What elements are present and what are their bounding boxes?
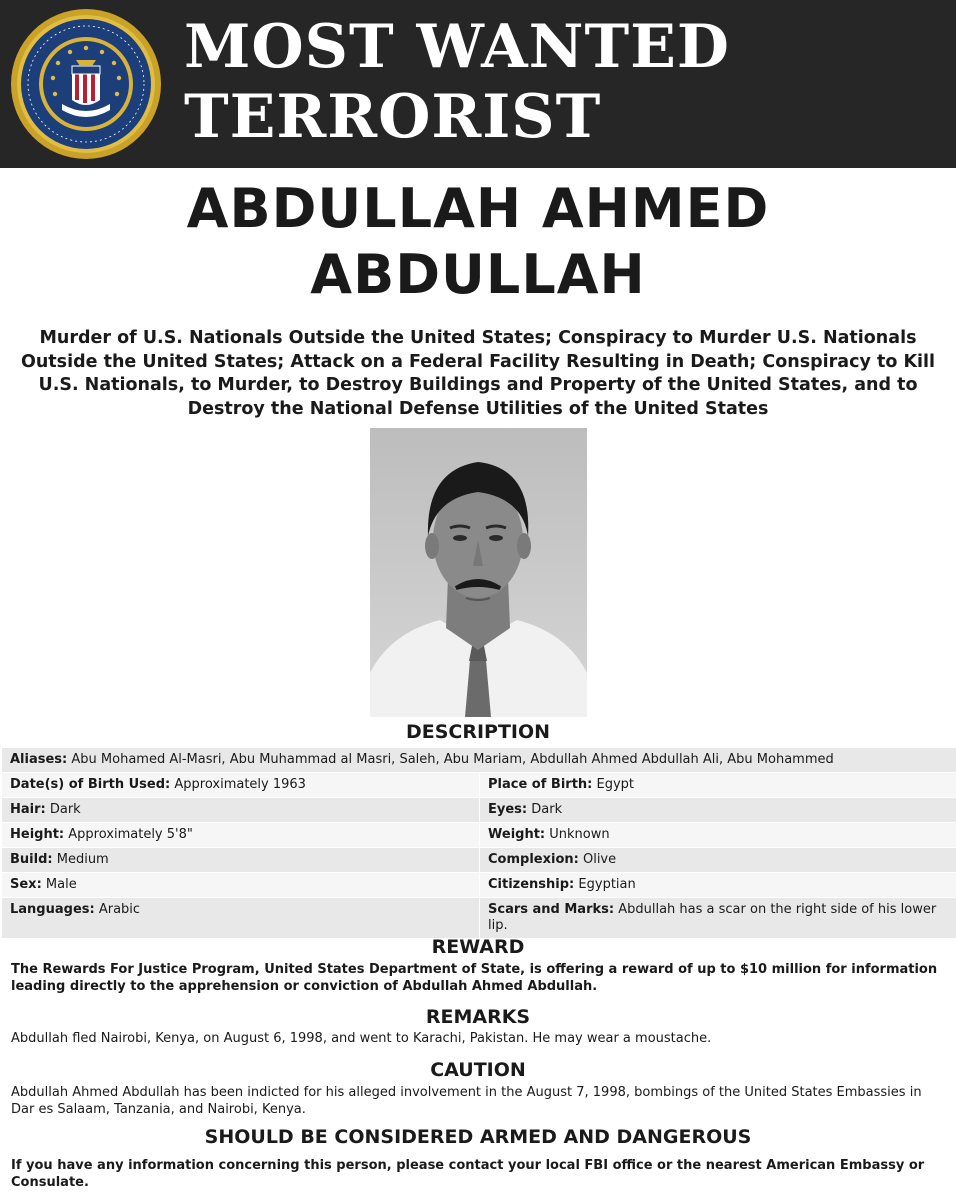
- field-label: Scars and Marks:: [488, 902, 615, 917]
- field-value: Unknown: [549, 827, 610, 842]
- aliases-cell: [2, 748, 956, 773]
- table-row: [2, 898, 956, 939]
- field-value: Olive: [582, 852, 617, 867]
- field-value: Medium: [56, 852, 109, 867]
- banner-title: [184, 12, 730, 152]
- field-cell: [2, 873, 480, 898]
- field-label: Place of Birth:: [488, 777, 593, 792]
- table-row: [2, 848, 956, 873]
- remarks-heading: REMARKS: [425, 1006, 531, 1028]
- field-label: Complexion:: [488, 852, 579, 867]
- field-value: Egypt: [596, 777, 635, 792]
- field-label: Height:: [10, 827, 65, 842]
- field-cell: [480, 773, 956, 798]
- armed-dangerous-heading: SHOULD BE CONSIDERED ARMED AND DANGEROUS: [204, 1126, 752, 1148]
- subject-photo: [370, 428, 587, 717]
- contact-text: If you have any information concerning this person, please contact your local FBI office or the nearest American Embassy or Consulate.: [11, 1158, 925, 1190]
- field-label: Hair:: [10, 802, 46, 817]
- table-row: [2, 773, 956, 798]
- subject-name-line1: ABDULLAH AHMED: [186, 177, 770, 240]
- field-value: Arabic: [98, 902, 141, 917]
- description-table: [2, 748, 956, 939]
- fbi-seal-icon: [10, 8, 162, 160]
- field-label: Date(s) of Birth Used:: [10, 777, 171, 792]
- field-cell: [2, 773, 480, 798]
- charges-text: Murder of U.S. Nationals Outside the United States; Conspiracy to Murder U.S. Nationals Outside the United States; Attack on a Federal Facility Resulting in Death; Conspiracy to Kill U.S. Nationals, to Murder, to Destroy Buildings and Property of the United States, and to Destroy the National Defense Utilities of the United States: [20, 328, 936, 419]
- remarks-text: Abdullah fled Nairobi, Kenya, on August 6, 1998, and went to Karachi, Pakistan. He may wear a moustache.: [11, 1031, 712, 1046]
- field-value: Approximately 5'8": [68, 827, 193, 842]
- field-label: Citizenship:: [488, 877, 575, 892]
- banner-title-line1: MOST WANTED: [184, 12, 730, 82]
- field-value: Dark: [49, 802, 81, 817]
- table-row: [2, 798, 956, 823]
- field-cell: [480, 848, 956, 873]
- table-row: [2, 873, 956, 898]
- field-label: Sex:: [10, 877, 42, 892]
- field-label: Languages:: [10, 902, 95, 917]
- field-label: Eyes:: [488, 802, 528, 817]
- field-cell: [2, 823, 480, 848]
- header-banner: [0, 0, 956, 168]
- reward-text: The Rewards For Justice Program, United States Department of State, is offering a reward of up to $10 million for information leading directly to the apprehension or conviction of Abdullah Ahmed Abdullah.: [11, 962, 938, 994]
- caution-text: Abdullah Ahmed Abdullah has been indicted for his alleged involvement in the August 7, 1998, bombings of the United States Embassies in Dar es Salaam, Tanzania, and Nairobi, Kenya.: [11, 1085, 922, 1117]
- field-value: Male: [45, 877, 77, 892]
- field-cell: [480, 873, 956, 898]
- table-row: [2, 823, 956, 848]
- subject-name-line2: ABDULLAH: [310, 243, 646, 306]
- aliases-label: Aliases:: [10, 752, 68, 767]
- field-value: Approximately 1963: [174, 777, 306, 792]
- table-row: [2, 748, 956, 773]
- caution-heading: CAUTION: [430, 1059, 526, 1081]
- field-value: Egyptian: [578, 877, 636, 892]
- field-cell: [480, 798, 956, 823]
- field-value: Dark: [531, 802, 563, 817]
- field-label: Weight:: [488, 827, 546, 842]
- banner-title-line2: TERRORIST: [184, 82, 602, 152]
- field-cell: [2, 848, 480, 873]
- field-value: Abdullah has a scar on the right side of his lower lip.: [488, 902, 937, 933]
- field-label: Build:: [10, 852, 53, 867]
- subject-name: [0, 176, 956, 308]
- reward-heading: REWARD: [431, 936, 525, 958]
- field-cell: [480, 898, 956, 939]
- field-cell: [2, 798, 480, 823]
- description-heading: DESCRIPTION: [405, 721, 551, 743]
- field-cell: [2, 898, 480, 939]
- field-cell: [480, 823, 956, 848]
- aliases-value: Abu Mohamed Al-Masri, Abu Muhammad al Masri, Saleh, Abu Mariam, Abdullah Ahmed Abdullah Ali, Abu Mohammed: [71, 752, 834, 767]
